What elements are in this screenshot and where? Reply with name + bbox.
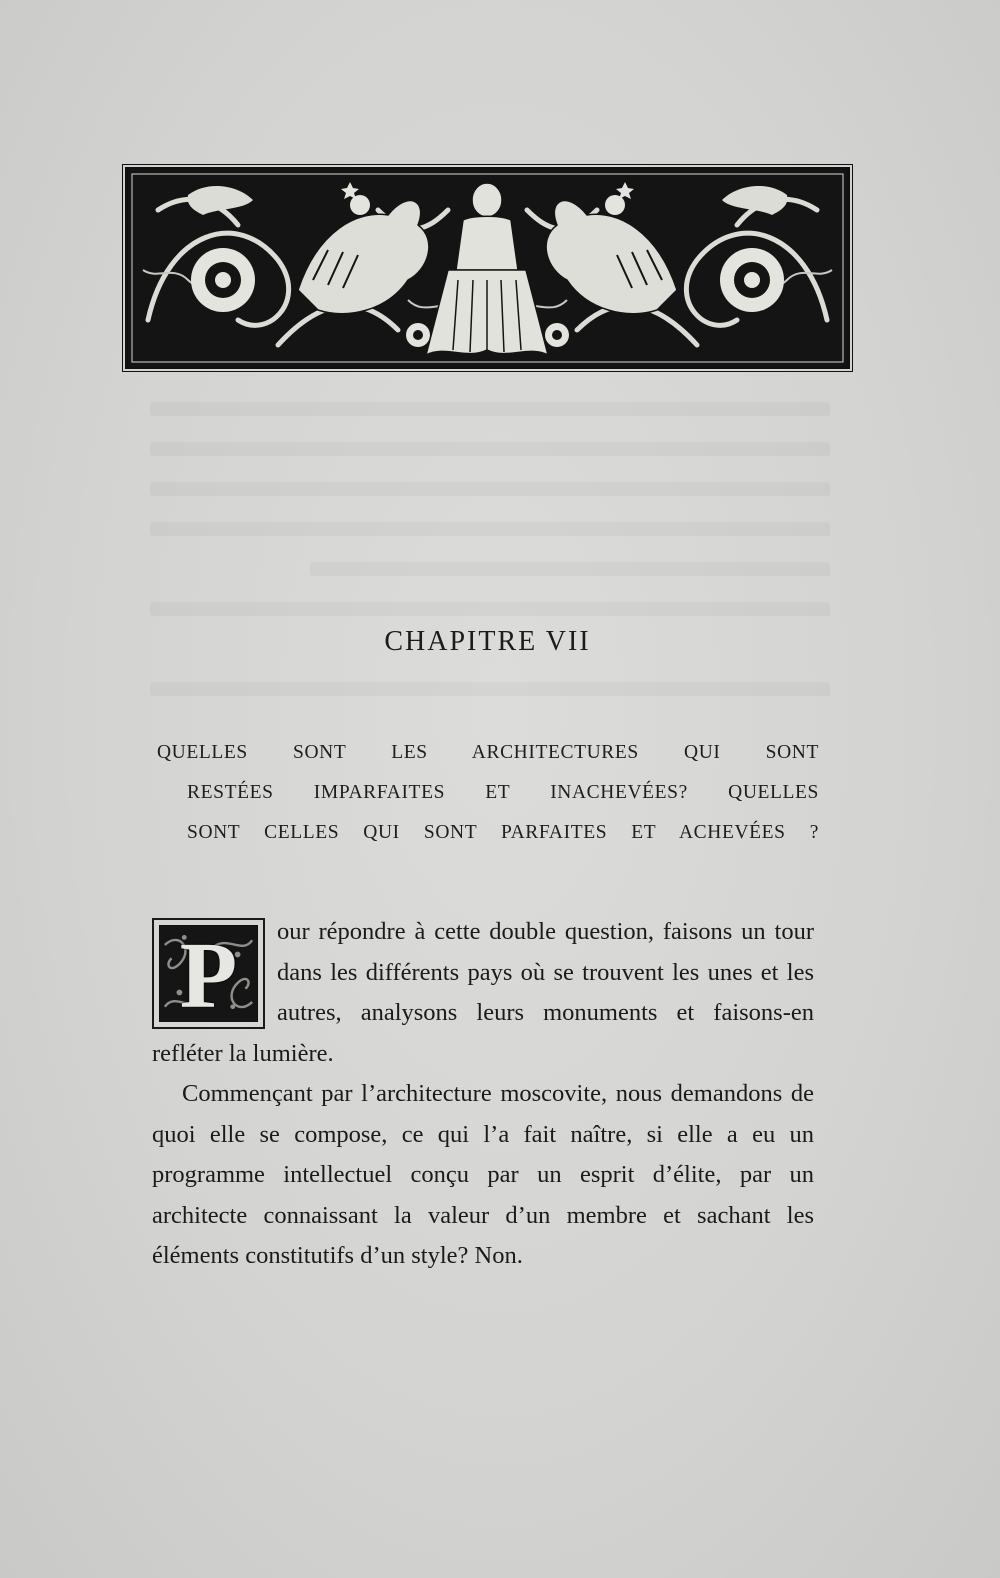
dropcap-frame bbox=[159, 923, 258, 1028]
ornamental-headpiece bbox=[125, 167, 850, 369]
bleed-through-line bbox=[150, 402, 830, 416]
subtitle-line: SONT CELLES QUI SONT PARFAITES ET ACHEVÉES ? bbox=[187, 822, 819, 843]
bleed-through-line bbox=[150, 442, 830, 456]
body-text bbox=[152, 912, 814, 1277]
chapter-title: CHAPITRE VII bbox=[384, 626, 591, 657]
subtitle-line: QUELLES SONT LES ARCHITECTURES QUI SONT bbox=[157, 742, 819, 763]
bleed-through-line bbox=[150, 682, 830, 696]
paragraph: Commençant par l’architecture moscovite, nous demandons de quoi elle se compose, ce qui l’a fait naître, si elle a eu un programme intellectuel conçu par un esprit d’élite, par un architecte connaissant la valeur d’un membre et sachant les éléments constitutifs d’un style? Non. bbox=[152, 1080, 814, 1269]
dropcap bbox=[152, 918, 265, 1029]
subtitle-line: RESTÉES IMPARFAITES ET INACHEVÉES? QUELLES bbox=[187, 782, 819, 803]
paragraph-text: our répondre à cette double question, faisons un tour dans les différents pays où se trouvent les unes et les autres, analysons leurs monuments et faisons-en refléter la lumière. bbox=[152, 918, 814, 1067]
bleed-through-line bbox=[150, 602, 830, 616]
bleed-through-line bbox=[150, 522, 830, 536]
grotesque-ornament-icon bbox=[128, 170, 847, 366]
bleed-through-line bbox=[310, 562, 830, 576]
chapter-subtitle bbox=[157, 733, 819, 853]
dropcap-letter: P bbox=[179, 923, 238, 1028]
bleed-through-line bbox=[150, 482, 830, 496]
